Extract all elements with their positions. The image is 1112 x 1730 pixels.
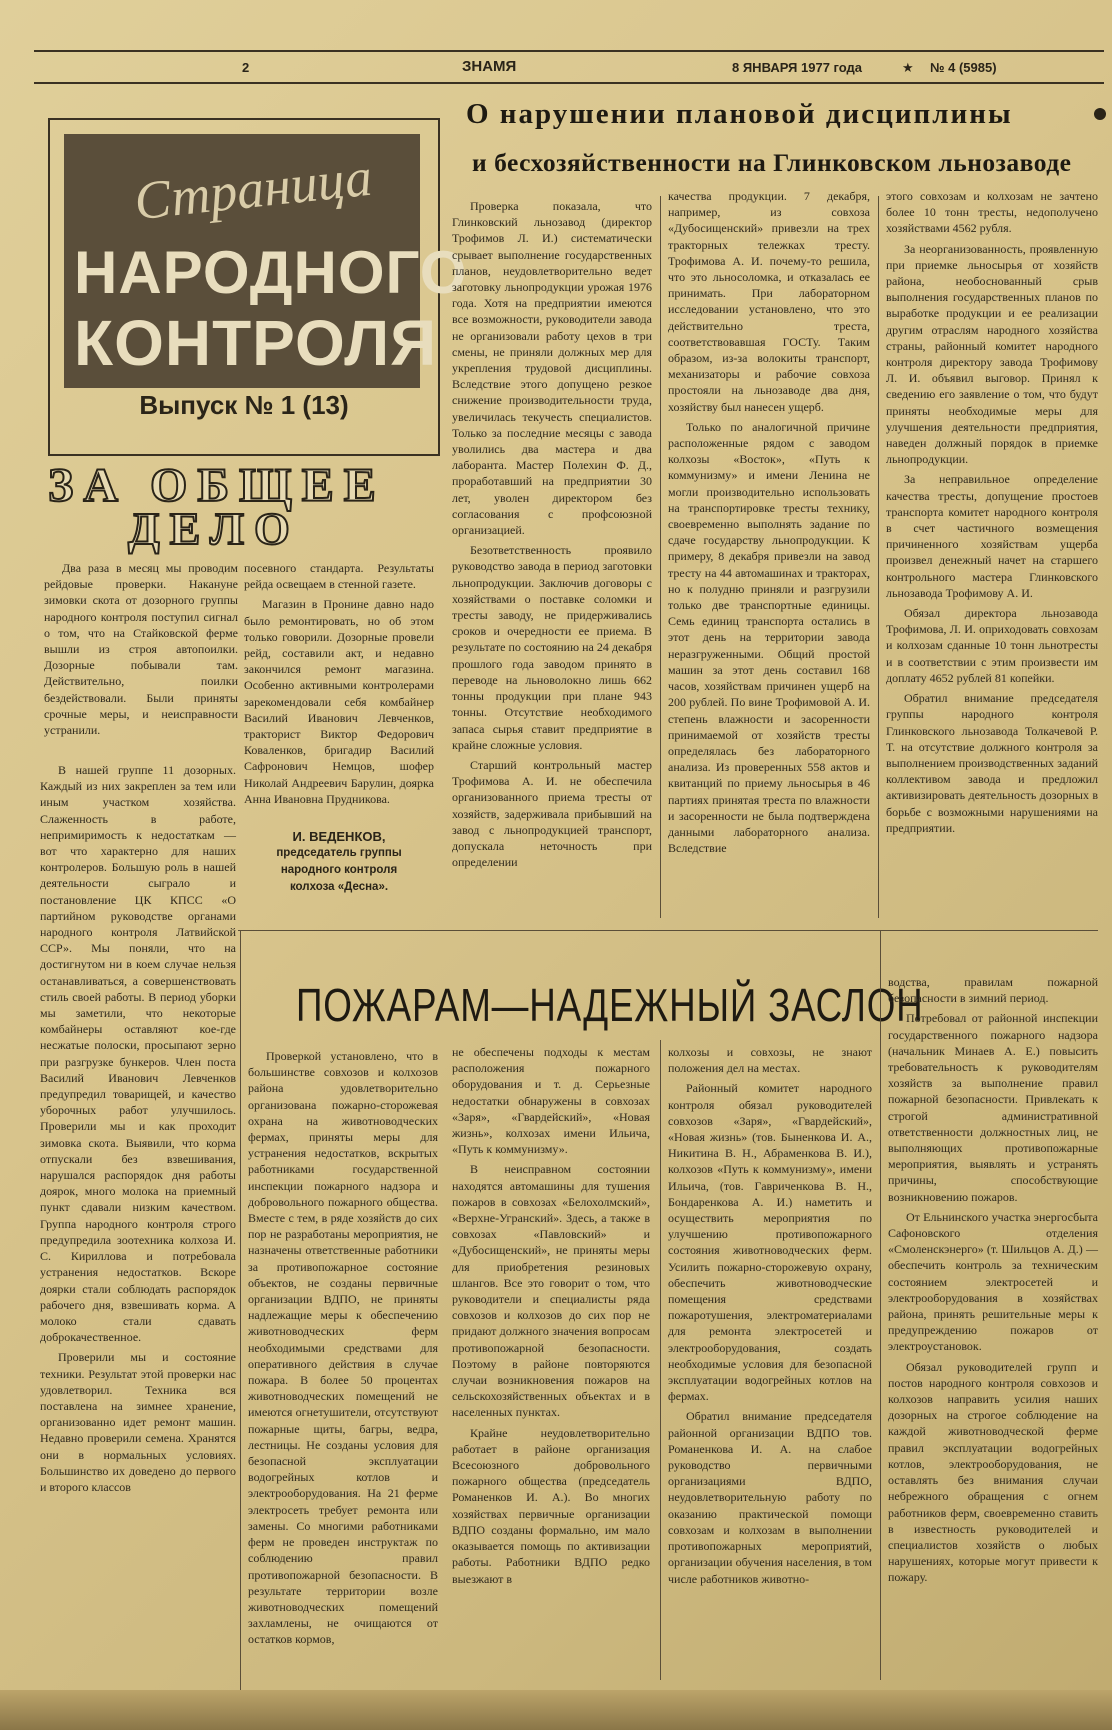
masthead <box>34 52 1104 82</box>
signature-role: колхоза «Десна». <box>289 881 389 893</box>
article3-column4 <box>888 974 1098 1680</box>
paragraph: колхозы и совхозы, не знают положения дел на местах. <box>668 1045 872 1076</box>
paragraph: Обязал директора льнозавода Трофимова, Л. И. оприходовать совхозам и колхозам сданные 10 тонн льнотресты и в соответствии с этим произвести им доплату 4652 рублей 81 копейки. <box>886 606 1098 685</box>
logo-text-line1: НАРОДНОГО <box>74 239 468 306</box>
section-logo <box>48 118 468 456</box>
logo-text-line2: КОНТРОЛЯ <box>74 307 438 379</box>
paragraph: водства, правилам пожарной безопасности в зимний период. <box>888 975 1098 1006</box>
paragraph: Потребовал от районной инспекции государственного пожарного надзора (начальник Минаев А. Е.) повысить требовательность к руководителям хозяйств за выполнение правил пожарной безопасности. Привлекать к строгой административной ответственности должностных лиц, не выполняющих противопожарные мероприятия, выявлять и устранять причины, способствующие возникновению пожаров. <box>888 1011 1098 1204</box>
signature-role: председатель группы <box>276 847 402 859</box>
article1-title-line1: О нарушении плановой дисциплины <box>466 98 1013 130</box>
paragraph: Обязал руководителей групп и постов народного контроля совхозов и колхозов направить усилия наших дозорных на строгое соблюдение на каждой животноводческой ферме правил эксплуатации водогрейных котлов, электрооборудования, не оставлять без внимания случаи небрежного обращения с огнем работников ферм, своевременно ставить в известность руководителей и специалистов хозяйств о любых нарушениях, которые могут привести к пожару. <box>888 1359 1098 1585</box>
paragraph: Обратил внимание председателя группы народного контроля Глинковского льнозавода Толкачевой Р. Т. на отсутствие должного контроля за выполнением производственных заданий коллективом завода и предложил активизировать деятельность дозорных в борьбе с возможными нарушениями на предприятии. <box>886 691 1098 835</box>
newspaper-name: ЗНАМЯ <box>462 58 517 75</box>
paragraph: этого совхозам и колхозам не зачтено более 10 тонн тресты, недополучено хозяйствами 4562 рубля. <box>886 189 1098 236</box>
article2-signature <box>244 828 434 896</box>
article3-column3 <box>668 1044 872 1680</box>
logo-image <box>64 134 468 388</box>
column-divider <box>240 930 241 1690</box>
paragraph: Проверка показала, что Глинковский льнозавод (директор Трофимов Л. И.) систематически срывает выполнение государственных планов, неудовлетворительно ведет заготовку льнопродукции урожая 1976 года. Хотя на предприятии имеются все возможности, руководители завода не организовали работу цехов в три смены, не приняли должных мер для укрепления трудовой дисциплины. Вследствие этого допущено резкое снижение производительности труда, увеличилась текучесть специалистов. Только за последние месяцы с завода уволились два мастера и два лаборанта. Мастер Полехин Ф. Д., проработавший на предприятии 30 лет, уволен директором без согласования с профсоюзной организацией. <box>452 199 652 538</box>
paragraph: Магазин в Пронине давно надо было ремонтировать, но об этом только говорили. Дозорные провели рейд, составили акт, и недавно закончился ремонт магазина. Особенно активными контролерами зарекомендовали себя комбайнер Василий Иванович Левченков, тракторист Виктор Федорович Коваленков, бригадир Василий Сафронович Немцов, шофер Николай Андреевич Барулин, доярка Анна Ивановна Прудникова. <box>244 597 434 806</box>
page-number: 2 <box>242 60 250 75</box>
column-divider <box>660 1040 661 1680</box>
article2-title-line2: ДЕЛО <box>128 503 300 554</box>
column-divider <box>660 196 661 918</box>
paragraph: Только по аналогичной причине расположенные рядом с заводом колхозы «Восток», «Путь к коммунизму» и имени Ленина не могли производительно использовать на транспортировке тресты технику, своевременно выполнять задание по сдаче государству льнопродукции. К примеру, 8 декабря привезли на завод тресту на 44 автомашинах и тракторах, но к полудню приняли и разгрузили только две транспортные единицы. Семь единиц транспорта остались в этот день на территории завода неразгруженными. Общий простой машин за этот день составил 168 часов, хозяйствам причинен ущерб на 200 рублей. По вине Трофимовой А. И. степень влажности и засоренности принимаемой от хозяйств тресты определялась без лабораторного анализа. Из проверенных 558 актов и квитанций по приему льносырья в 46 партиях принятая треста по влажности и засоренности не была подтверждена данными лабораторного анализа. Вследствие <box>668 419 870 856</box>
article3-title: ПОЖАРАМ—НАДЕЖНЫЙ ЗАСЛОН <box>296 979 924 1031</box>
article3-column2 <box>452 1044 650 1680</box>
paragraph: За неорганизованность, проявленную при приемке льносырья от хозяйств района, необоснованный срыв выполнения государственных планов по выработке продукции и ее реализации другим отраслям народного хозяйства страны, районный комитет народного контроля директору завода Трофимову Л. И. объявил выговор. Принял к сведению его заявление о том, что будут приняты необходимые меры для улучшения деятельности предприятия, наведен должный порядок в приемке льнопродукции. <box>886 241 1098 467</box>
article1-column3 <box>886 188 1098 922</box>
page-edge-shadow <box>0 1690 1112 1730</box>
paragraph: Два раза в месяц мы проводим рейдовые проверки. Накануне зимовки скота от дозорного группы народного контроля поступил сигнал о том, что на Стайковской ферме вышли из строя автопоилки. Дозорные побывали там. Действительно, поилки бездействовали. Были приняты срочные меры, и неисправности устранили. <box>44 561 238 738</box>
masthead-bottom-rule <box>34 82 1104 84</box>
paragraph: Районный комитет народного контроля обязал руководителей совхозов «Заря», «Гвардейский», «Новая жизнь» (тов. Быненкова И. А., Никитина В. Н., Абраменкова В. И.), колхозов «Путь к коммунизму», имени Ильича, (тов. Гавриченкова В. Н., Бондаренкова А. И.) наметить и осуществить мероприятия по улучшению противопожарного состояния животноводческих ферм. Усилить пожарно-сторожевую охрану, обеспечить животноводческие помещения средствами пожаротушения, электроматериалами для ремонта электросетей и электрооборудования, создать необходимые условия для безопасной эксплуатации водогрейных котлов на фермах. <box>668 1081 872 1404</box>
article3-column1 <box>248 1048 438 1678</box>
article1-column2 <box>668 188 870 920</box>
issue-number: № 4 (5985) <box>930 60 997 75</box>
paragraph: не обеспечены подходы к местам расположения пожарного оборудования и т. д. Серьезные недостатки обнаружены в совхозах «Заря», «Гвардейский», «Новая жизнь», колхозах имени Ильича, «Путь к коммунизму». <box>452 1045 650 1157</box>
signature-role: народного контроля <box>280 864 398 876</box>
paragraph: Проверили мы и состояние техники. Результат этой проверки нас удовлетворил. Техника вся поставлена на зимнее хранение, организованно идет ремонт машин. Недавно проверили семена. Хранятся они в нормальных условиях. Большинство их доведено до первого и второго классов <box>40 1350 236 1494</box>
paragraph: посевного стандарта. Результаты рейда освещаем в стенной газете. <box>244 561 434 592</box>
column-divider <box>878 196 879 918</box>
paragraph: Безответственность проявило руководство завода в период заготовки льнопродукции. Заключив договоры с хозяйствами о поставке соломки и тресты заводу, не придерживались сроков и очередности ее приема. В результате по состоянию на 24 декабря прошлого года заводом принято в переводе на льноволокно лишь 662 тонны продукции при плане 943 тонны. Отсутствие необходимого запаса сырья ставит предприятие в крайне сложные условия. <box>452 543 652 752</box>
article1-column1 <box>452 198 652 918</box>
issue-date: 8 ЯНВАРЯ 1977 года <box>732 60 863 75</box>
section-divider <box>238 930 1098 931</box>
column-divider <box>880 930 881 1680</box>
paragraph: В неисправном состоянии находятся автомашины для тушения пожаров в совхозах «Белохолмский», «Верхне-Угранский». Здесь, а также в совхозах «Павловский» и «Дубосищенский», не приняты меры для приобретения резиновых шлангов. Все это говорит о том, что руководители и специалисты ряда совхозов и колхозов до сих пор не придают должного значения вопросам противопожарной безопасности. Поэтому в районе повторяются случаи возникновения пожаров на сельскохозяйственных объектах и в населенных пунктах. <box>452 1162 650 1420</box>
paragraph: Старший контрольный мастер Трофимова А. И. не обеспечила организованного приема тресты от хозяйств, задерживала прибывший на завод с льнопродукцией транспорт, допускала неточность при определении <box>452 757 652 870</box>
paragraph: Обратил внимание председателя районной организации ВДПО тов. Романенкова И. А. на слабое руководство первичными организациями ВДПО, неудовлетворительную работу по оказанию практической помощи совхозам и колхозам в выполнении противопожарных мероприятий, организации обучения населения, в том числе работников животно- <box>668 1409 872 1586</box>
signature-name: И. ВЕДЕНКОВ, <box>292 829 386 844</box>
article2-title-line1: ЗА ОБЩЕЕ <box>48 459 386 512</box>
paragraph: От Ельнинского участка энергосбыта Сафоновского отделения «Смоленскэнерго» (т. Шильцов А. Д.) — обеспечить контроль за техническим состоянием электросетей и электрооборудования в хозяйствах района, принять решительные меры к предупреждению пожаров от электроустановок. <box>888 1209 1098 1354</box>
paragraph: Проверкой установлено, что в большинстве совхозов и колхозов района удовлетворительно организована пожарно-сторожевая охрана на животноводческих фермах, приняты меры для устранения недостатков, вскрытых работниками государственной инспекции пожарного надзора и добровольного пожарного общества. Вместе с тем, в ряде хозяйств до сих пор не разработаны мероприятия, не назначены ответственные работники за противопожарное состояние объектов, не созданы первичные организации ВДПО, не приняты надлежащие меры к обеспечению животноводческих ферм необходимыми средствами для оперативного действия в случае пожара. В более 50 процентах животноводческих помещений не имеются огнетушители, отсутствуют пожарные щиты, багры, ведра, лестницы. Не созданы условия для безопасной эксплуатации водогрейных котлов и электрооборудования. На 21 ферме электросеть требует ремонта или замены. Со многими работниками ферм не проведен инструктаж по соблюдению правил противопожарной безопасности. В результате территории возле животноводческих помещений захламлены, не очищаются от остатков кормов, <box>248 1049 438 1647</box>
article2-column1 <box>44 560 238 756</box>
paragraph: За неправильное определение качества тресты, допущение простоев транспорта комитет народного контроля в счет частичного возмещения причиненного хозяйствам ущерба произвел денежный начет на старшего контрольного мастера Глинковского льнозавода Трофимову А. И. <box>886 472 1098 600</box>
logo-script-text: Страница <box>131 146 375 232</box>
article2-column2 <box>244 560 434 824</box>
star-icon: ★ <box>902 60 914 75</box>
paragraph: Крайне неудовлетворительно работает в районе организация Всесоюзного добровольного пожарного общества (председатель Романенков И. А.). Во многих хозяйствах первичные организации ВДПО созданы формально, им мало оказывается помощь по активизации работы. Работники ВДПО редко выезжают в <box>452 1425 650 1586</box>
article1-title-line2: и бесхозяйственности на Глинковском льнозаводе <box>472 148 1072 177</box>
paragraph: В нашей группе 11 дозорных. Каждый из них закреплен за тем или иным участком хозяйства. Слаженность в работе, непримиримость к недостаткам — вот что характерно для наших контролеров. Большую роль в нашей деятельности сыграло и постановление ЦК КПСС «О партийном руководстве органами народного контроля Латвийской ССР». Мы поняли, что на достигнутом ни в коем случае нельзя останавливаться, а совершенствовать стиль своей работы. В период уборки мы заметили, что некоторые комбайнеры оставляют кое-где несжатые полоски, просыпают зерно при разгрузке бункеров. Член поста Василий Иванович Левченков предупредил товарищей, и качество уборочных работ улучшилось. Проверили мы и как проходит зимовка скота. Выявили, что корма отпускали без взвешивания, нарушался распорядок дня работы доярок, много молока на приемный пункт сдавали низким качеством. Группа народного контроля строго предупредила зоотехника колхоза И. С. Кириллова и потребовала устранения недостатков. Вскоре доярки стали соблюдать распорядок рабочего дня, взвешивать корма. А молоко стали сдавать доброкачественное. <box>40 763 236 1345</box>
bullet-icon <box>1094 108 1106 120</box>
paragraph: качества продукции. 7 декабря, например, из совхоза «Дубосищенский» привезли на трех тракторных тележках тресту. Трофимова А. И. почему-то решила, что это льносоломка, и отказалась ее принимать. При лабораторном исследовании установлено, что это действительно треста, соответствовавшая ГОСТу. Таким образом, из-за волокиты транспорт, механизаторы и рабочие совхоза простояли на льнозаводе два дня, хозяйству был нанесен ущерб. <box>668 189 870 414</box>
article2-left-column <box>40 762 236 1676</box>
section-issue: Выпуск № 1 (13) <box>139 390 349 420</box>
